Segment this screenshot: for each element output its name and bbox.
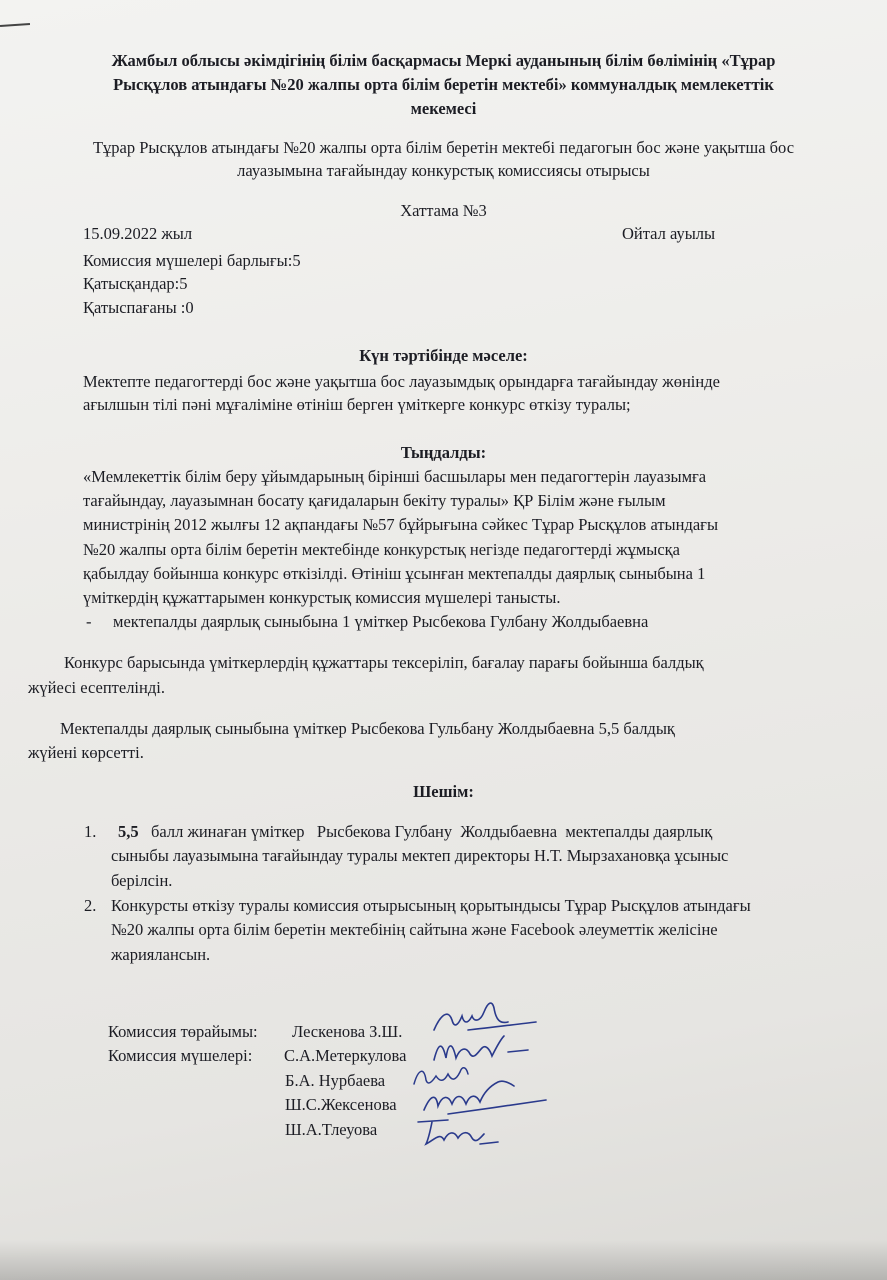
heard-line-2: тағайындау, лауазымнан босату қағидаларын бекіту туралы» ҚР Білім және ғылым [83,491,666,510]
members-label: Комиссия мүшелері: [108,1046,253,1065]
decision-score: 5,5 [118,822,139,841]
decision-item-1-line-3: берілсін. [111,871,173,890]
decision-item-1-line-2: сыныбы лауазымына тағайындау туралы мектеп директоры Н.Т. Мырзахановқа ұсыныс [111,846,729,865]
decision-item-2-line-2: №20 жалпы орта білім беретін мектебінің сайтына және Facebook әлеуметтік желісіне [111,920,718,939]
paragraph1-line-2: жүйесі есептелінді. [28,678,165,697]
member-name-3: Ш.С.Жексенова [285,1095,397,1114]
protocol-date: 15.09.2022 жыл [83,224,193,243]
heard-bullet-text: мектепалды даярлық сыныбына 1 үміткер Рысбекова Гулбану Жолдыбаевна [113,612,649,631]
member-name-4: Ш.А.Тлеуова [285,1120,378,1139]
agenda-line-1: Мектепте педагогтерді бос және уақытша бос лауазымдық орындарға тағайындау жөнінде [83,372,720,391]
header-line-1: Жамбыл облысы әкімдігінің білім басқармасы Меркі ауданының білім бөлімінің «Тұрар [111,51,776,70]
paragraph1-line-1: Конкурс барысында үміткерлердің құжаттары тексеріліп, бағалау парағы бойынша балдық [64,653,704,672]
chair-label: Комиссия төрайымы: [108,1022,258,1041]
agenda-line-2: ағылшын тілі пәні мұғаліміне өтініш берген үміткерге конкурс өткізу туралы; [83,395,631,414]
heard-line-4: №20 жалпы орта білім беретін мектебінде конкурстық негізде педагогтерді жұмысқа [83,540,681,559]
decision-item-1-line-1 [118,821,712,843]
subtitle-line-2: лауазымына тағайындау конкурстық комиссиясы отырысы [237,161,650,180]
protocol-place: Ойтал ауылы [622,224,716,243]
protocol-title: Хаттама №3 [400,201,487,220]
members-present: Қатысқандар:5 [83,274,188,293]
header-line-3: мекемесі [410,99,477,118]
chair-name: Лескенова З.Ш. [292,1022,403,1041]
decision-heading: Шешім: [413,782,474,801]
heard-line-6: үміткердің құжаттарымен конкурстық комиссия мүшелері танысты. [83,588,561,607]
heard-line-3: министрінің 2012 жылғы 12 ақпандағы №57 бұйрығына сәйкес Тұрар Рысқұлов атындағы [83,515,719,534]
subtitle-line-1: Тұрар Рысқұлов атындағы №20 жалпы орта білім беретін мектебі педагогын бос және уақытша бос [92,138,795,157]
decision-item-2-number: 2. [84,896,97,915]
paragraph2-line-1: Мектепалды даярлық сыныбына үміткер Рысбекова Гульбану Жолдыбаевна 5,5 балдық [60,719,675,738]
page-shadow [0,1240,887,1280]
paragraph2-line-2: жүйені көрсетті. [28,743,144,762]
heard-line-5: қабылдау бойынша конкурс өткізілді. Өтініш ұсынған мектепалды даярлық сыныбына 1 [83,564,706,583]
heard-bullet-dash: - [86,612,92,631]
header-line-2: Рысқұлов атындағы №20 жалпы орта білім беретін мектебі» коммуналдық мемлекеттік [113,75,774,94]
decision-item-1-text: балл жинаған үміткер Рысбекова Гулбану Жолдыбаевна мектепалды даярлық [138,822,713,841]
signature-member-4 [414,1114,504,1150]
decision-item-2-line-1: Конкурсты өткізу туралы комиссия отырысының қорытындысы Тұрар Рысқұлов атындағы [111,896,751,915]
member-name-2: Б.А. Нурбаева [285,1071,386,1090]
members-absent: Қатыспағаны :0 [83,298,194,317]
decision-item-2-line-3: жариялансын. [111,945,211,964]
member-name-1: С.А.Метеркулова [284,1046,407,1065]
heard-line-1: «Мемлекеттік білім беру ұйымдарының бірінші басшылары мен педагогтерін лауазымға [83,467,707,486]
members-total: Комиссия мүшелері барлығы:5 [83,251,301,270]
agenda-heading: Күн тәртібінде мәселе: [359,346,528,365]
decision-item-1-number: 1. [84,822,97,841]
pen-mark [0,23,30,27]
heard-heading: Тыңдалды: [400,443,487,462]
